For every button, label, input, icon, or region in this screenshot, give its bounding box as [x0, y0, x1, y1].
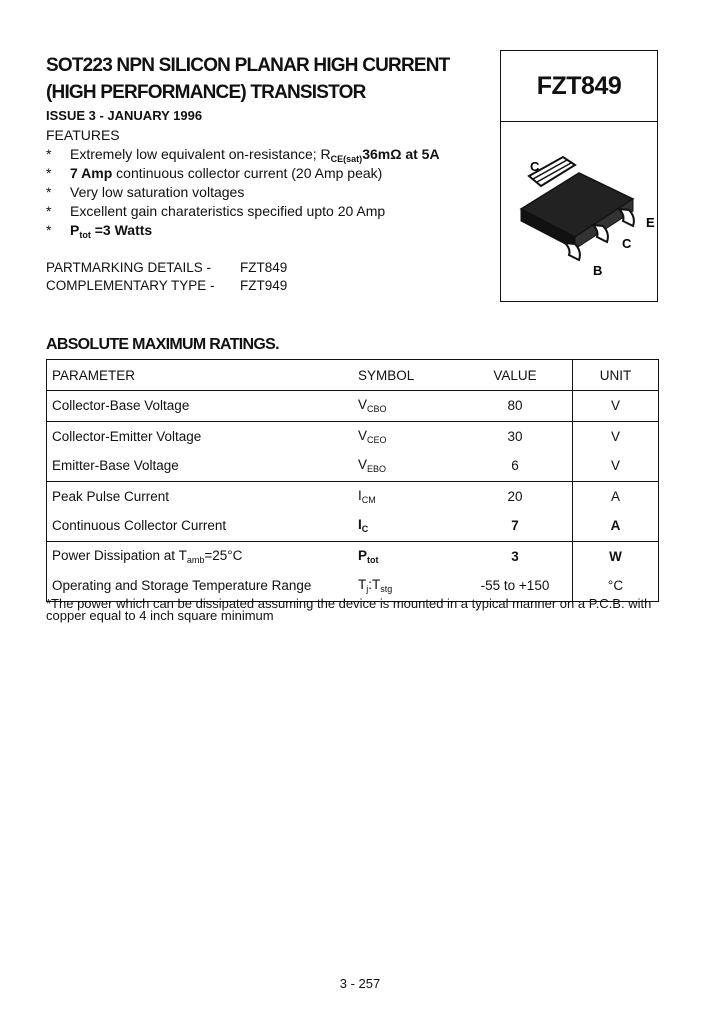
column-header: VALUE [493, 367, 537, 383]
partmarking-details: PARTMARKING DETAILS - FZT849 [46, 260, 288, 275]
feature-item-3: * Very low saturation voltages [46, 184, 245, 200]
pin-label-c: C [622, 236, 632, 251]
issue-line: ISSUE 3 - JANUARY 1996 [46, 108, 203, 123]
title-line-2: (HIGH PERFORMANCE) TRANSISTOR [46, 82, 366, 103]
column-header: UNIT [572, 360, 658, 390]
table-row: Operating and Storage Temperature Range $T_j:T_{stg}$ -55 to +150 °C [47, 571, 658, 601]
part-number-box [500, 50, 658, 122]
column-header: PARAMETER [52, 367, 136, 383]
complementary-type: COMPLEMENTARY TYPE - FZT949 [46, 278, 288, 293]
title-line-1: SOT223 NPN SILICON PLANAR HIGH CURRENT [46, 55, 450, 76]
bullet: * [46, 203, 52, 219]
feature-item-1: * Extremely low equivalent on-resistance; $R_{CE(sat)}36m\Omega$ at 5A [46, 146, 440, 164]
table-row: Collector-Base Voltage $V_{CBO}$ 80 V [47, 391, 658, 422]
table-row: Emitter-Base Voltage $V_{EBO}$ 6 V [47, 451, 658, 482]
bullet: * [46, 165, 52, 181]
package-box [500, 121, 658, 302]
pin-label-b: B [593, 263, 603, 278]
table-row: Power Dissipation at $T_{amb}=25^\circ C$ $P_{tot}$ 3 W [47, 542, 658, 572]
part-number: FZT849 [536, 72, 622, 100]
document-title [46, 52, 449, 106]
pin-label-c-tab: C [530, 159, 540, 174]
features-heading: FEATURES [46, 127, 120, 143]
sot223-package-drawing [501, 121, 659, 302]
feature-item-2: * 7 Amp continuous collector current (20 Amp peak) [46, 165, 383, 181]
bullet: * [46, 146, 52, 162]
ratings-table [46, 359, 659, 602]
table-row: Collector-Emitter Voltage $V_{CEO}$ 30 V [47, 422, 658, 452]
feature-item-5: * $P_{tot} =3$ Watts [46, 222, 153, 240]
feature-item-4: * Excellent gain charateristics specified upto 20 Amp [46, 203, 386, 219]
footnote: *The power which can be dissipated assuming the device is mounted in a typical manner on a P.C.B. with copper equal to 4 inch square minimum [46, 596, 652, 623]
bullet: * [46, 222, 52, 238]
ratings-heading: ABSOLUTE MAXIMUM RATINGS. [46, 336, 279, 353]
table-header-row [47, 360, 658, 391]
table-row: Peak Pulse Current $I_{CM}$ 20 A [47, 482, 658, 512]
page-number: 3 - 257 [339, 976, 381, 991]
bullet: * [46, 184, 52, 200]
table-row: Continuous Collector Current $I_C$ 7 A [47, 511, 658, 542]
pin-label-e: E [646, 215, 655, 230]
column-header: SYMBOL [358, 367, 415, 383]
